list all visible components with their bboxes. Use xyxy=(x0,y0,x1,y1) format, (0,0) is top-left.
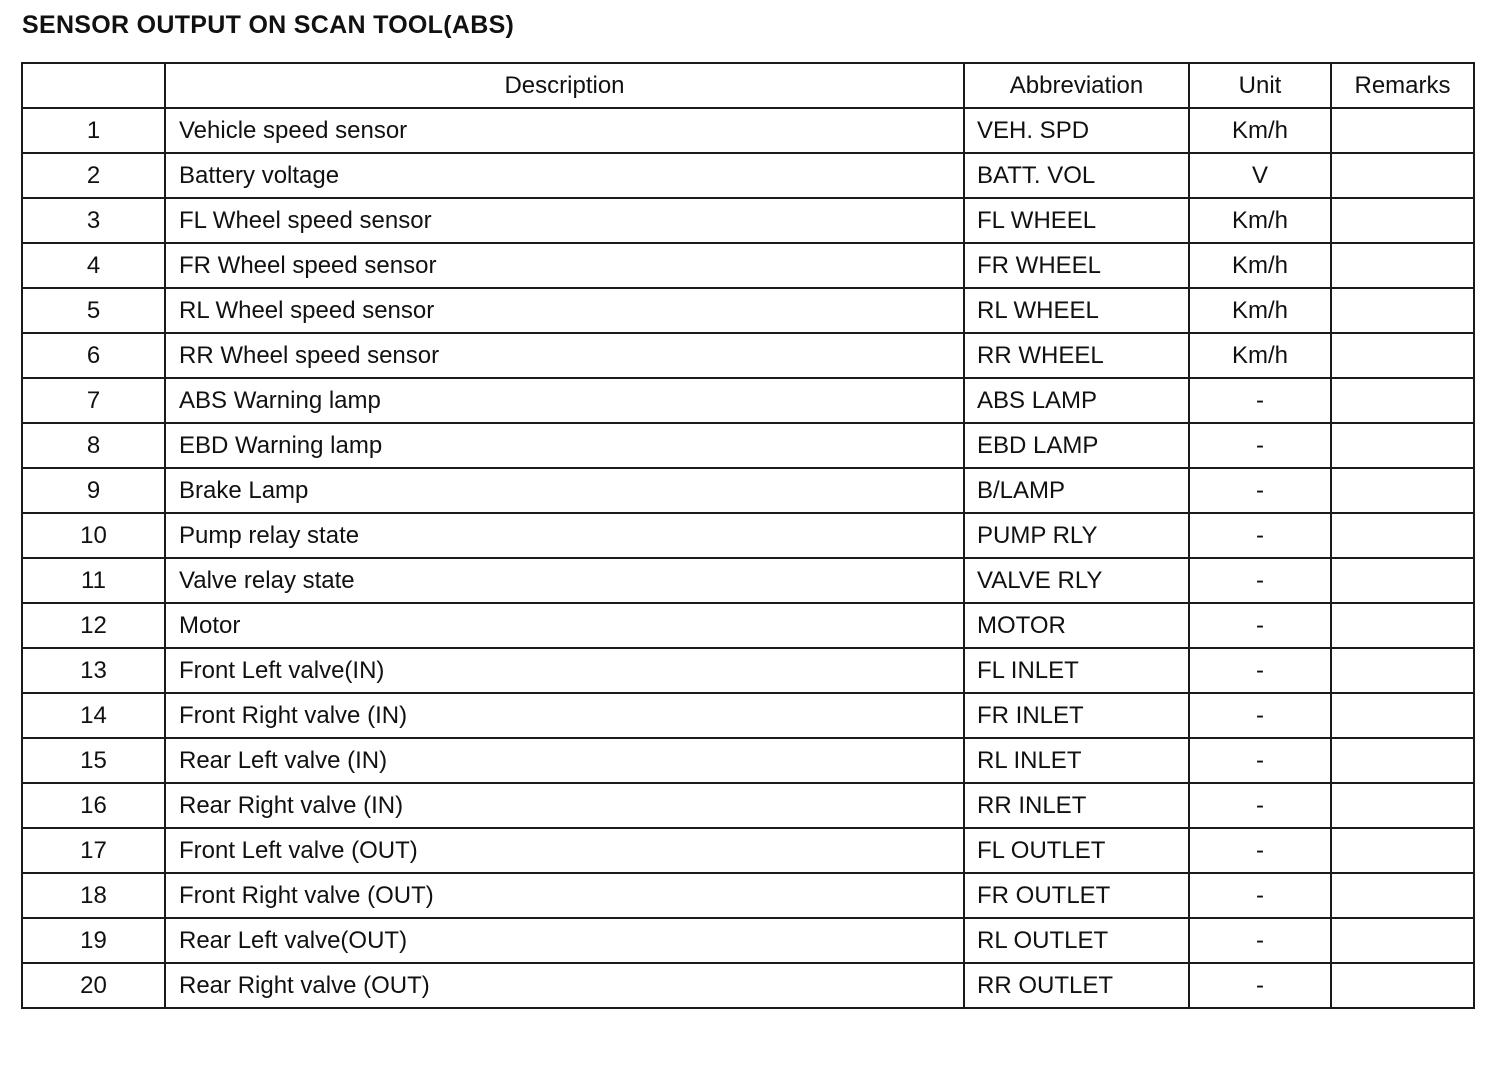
table-row xyxy=(22,603,1474,648)
row-abbreviation: VEH. SPD xyxy=(964,108,1189,153)
row-unit: - xyxy=(1189,468,1331,513)
row-number: 2 xyxy=(22,153,165,198)
table-row xyxy=(22,918,1474,963)
row-remarks xyxy=(1331,963,1474,1008)
row-description: Vehicle speed sensor xyxy=(165,108,964,153)
row-remarks xyxy=(1331,918,1474,963)
row-abbreviation: PUMP RLY xyxy=(964,513,1189,558)
table-row xyxy=(22,738,1474,783)
row-abbreviation: VALVE RLY xyxy=(964,558,1189,603)
table-row xyxy=(22,378,1474,423)
row-description: ABS Warning lamp xyxy=(165,378,964,423)
row-unit: - xyxy=(1189,513,1331,558)
header-number xyxy=(22,63,165,108)
row-description: EBD Warning lamp xyxy=(165,423,964,468)
row-remarks xyxy=(1331,153,1474,198)
row-number: 20 xyxy=(22,963,165,1008)
row-description: Front Left valve(IN) xyxy=(165,648,964,693)
row-remarks xyxy=(1331,378,1474,423)
row-number: 15 xyxy=(22,738,165,783)
row-remarks xyxy=(1331,648,1474,693)
row-number: 5 xyxy=(22,288,165,333)
row-remarks xyxy=(1331,603,1474,648)
row-unit: - xyxy=(1189,828,1331,873)
table-row xyxy=(22,243,1474,288)
header-description: Description xyxy=(165,63,964,108)
row-remarks xyxy=(1331,558,1474,603)
row-number: 17 xyxy=(22,828,165,873)
table-row xyxy=(22,828,1474,873)
table-row xyxy=(22,423,1474,468)
row-number: 12 xyxy=(22,603,165,648)
row-description: Rear Left valve (IN) xyxy=(165,738,964,783)
row-unit: - xyxy=(1189,918,1331,963)
row-description: Pump relay state xyxy=(165,513,964,558)
row-unit: - xyxy=(1189,963,1331,1008)
header-abbreviation: Abbreviation xyxy=(964,63,1189,108)
row-unit: Km/h xyxy=(1189,243,1331,288)
row-remarks xyxy=(1331,873,1474,918)
row-number: 19 xyxy=(22,918,165,963)
row-unit: - xyxy=(1189,558,1331,603)
row-unit: - xyxy=(1189,783,1331,828)
page-title: SENSOR OUTPUT ON SCAN TOOL(ABS) xyxy=(22,11,515,39)
row-unit: - xyxy=(1189,873,1331,918)
row-remarks xyxy=(1331,288,1474,333)
row-unit: - xyxy=(1189,648,1331,693)
row-abbreviation: FR INLET xyxy=(964,693,1189,738)
row-description: Rear Right valve (OUT) xyxy=(165,963,964,1008)
row-unit: Km/h xyxy=(1189,333,1331,378)
row-number: 10 xyxy=(22,513,165,558)
table-row xyxy=(22,783,1474,828)
row-unit: Km/h xyxy=(1189,108,1331,153)
row-description: FR Wheel speed sensor xyxy=(165,243,964,288)
row-unit: Km/h xyxy=(1189,288,1331,333)
row-remarks xyxy=(1331,468,1474,513)
table-row xyxy=(22,963,1474,1008)
row-abbreviation: RL OUTLET xyxy=(964,918,1189,963)
row-abbreviation: ABS LAMP xyxy=(964,378,1189,423)
row-description: Rear Left valve(OUT) xyxy=(165,918,964,963)
row-abbreviation: RL INLET xyxy=(964,738,1189,783)
row-abbreviation: FR OUTLET xyxy=(964,873,1189,918)
table-row xyxy=(22,333,1474,378)
row-remarks xyxy=(1331,783,1474,828)
row-number: 9 xyxy=(22,468,165,513)
row-abbreviation: FR WHEEL xyxy=(964,243,1189,288)
table-row xyxy=(22,468,1474,513)
row-abbreviation: FL INLET xyxy=(964,648,1189,693)
row-number: 1 xyxy=(22,108,165,153)
row-remarks xyxy=(1331,738,1474,783)
row-number: 14 xyxy=(22,693,165,738)
row-description: RL Wheel speed sensor xyxy=(165,288,964,333)
row-description: Front Left valve (OUT) xyxy=(165,828,964,873)
row-description: Rear Right valve (IN) xyxy=(165,783,964,828)
row-description: FL Wheel speed sensor xyxy=(165,198,964,243)
row-description: Front Right valve (OUT) xyxy=(165,873,964,918)
table-row xyxy=(22,108,1474,153)
row-number: 3 xyxy=(22,198,165,243)
row-remarks xyxy=(1331,198,1474,243)
row-abbreviation: B/LAMP xyxy=(964,468,1189,513)
row-number: 7 xyxy=(22,378,165,423)
header-unit: Unit xyxy=(1189,63,1331,108)
row-number: 16 xyxy=(22,783,165,828)
row-number: 6 xyxy=(22,333,165,378)
table-row xyxy=(22,648,1474,693)
row-unit: Km/h xyxy=(1189,198,1331,243)
row-unit: - xyxy=(1189,693,1331,738)
table-row xyxy=(22,558,1474,603)
row-abbreviation: RR WHEEL xyxy=(964,333,1189,378)
table-row xyxy=(22,288,1474,333)
row-abbreviation: FL OUTLET xyxy=(964,828,1189,873)
row-abbreviation: EBD LAMP xyxy=(964,423,1189,468)
row-abbreviation: MOTOR xyxy=(964,603,1189,648)
row-remarks xyxy=(1331,513,1474,558)
row-remarks xyxy=(1331,423,1474,468)
table-header-row xyxy=(22,63,1474,108)
row-description: Motor xyxy=(165,603,964,648)
row-description: Front Right valve (IN) xyxy=(165,693,964,738)
header-remarks: Remarks xyxy=(1331,63,1474,108)
row-unit: - xyxy=(1189,603,1331,648)
row-abbreviation: FL WHEEL xyxy=(964,198,1189,243)
row-description: Brake Lamp xyxy=(165,468,964,513)
row-number: 11 xyxy=(22,558,165,603)
row-number: 18 xyxy=(22,873,165,918)
table-row xyxy=(22,153,1474,198)
sensor-output-table xyxy=(21,62,1475,1009)
row-description: RR Wheel speed sensor xyxy=(165,333,964,378)
row-abbreviation: BATT. VOL xyxy=(964,153,1189,198)
row-abbreviation: RR INLET xyxy=(964,783,1189,828)
row-remarks xyxy=(1331,108,1474,153)
row-remarks xyxy=(1331,333,1474,378)
row-number: 4 xyxy=(22,243,165,288)
row-abbreviation: RL WHEEL xyxy=(964,288,1189,333)
row-unit: - xyxy=(1189,378,1331,423)
table-row xyxy=(22,198,1474,243)
row-remarks xyxy=(1331,828,1474,873)
row-unit: - xyxy=(1189,738,1331,783)
row-remarks xyxy=(1331,243,1474,288)
table-row xyxy=(22,693,1474,738)
row-number: 13 xyxy=(22,648,165,693)
row-unit: V xyxy=(1189,153,1331,198)
row-unit: - xyxy=(1189,423,1331,468)
table-row xyxy=(22,873,1474,918)
row-remarks xyxy=(1331,693,1474,738)
row-number: 8 xyxy=(22,423,165,468)
row-description: Battery voltage xyxy=(165,153,964,198)
table-row xyxy=(22,513,1474,558)
row-abbreviation: RR OUTLET xyxy=(964,963,1189,1008)
row-description: Valve relay state xyxy=(165,558,964,603)
